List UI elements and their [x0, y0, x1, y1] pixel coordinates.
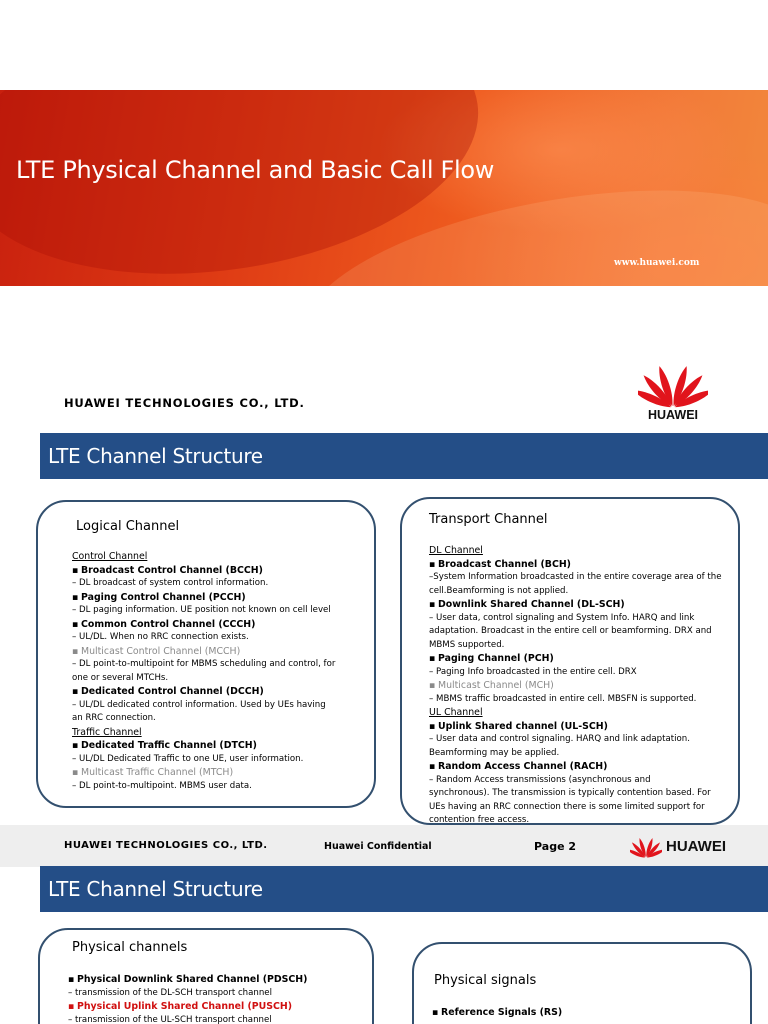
line-text: MBMS supported. — [429, 639, 505, 650]
text-line — [72, 618, 335, 632]
text-line — [429, 612, 722, 626]
line-text: Beamforming may be applied. — [429, 747, 560, 758]
line-text: – User data and control signaling. HARQ and link adaptation. — [429, 734, 690, 744]
line-text: –System Information broadcasted in the entire coverage area of the — [429, 572, 722, 582]
text-line — [429, 598, 722, 612]
line-text: Multicast Control Channel (MCCH) — [81, 645, 241, 657]
line-text: Control Channel — [72, 551, 148, 562]
line-text: Broadcast Control Channel (BCCH) — [81, 564, 263, 576]
text-line — [72, 739, 335, 753]
line-text: – MBMS traffic broadcasted in entire cell. MBSFN is supported. — [429, 693, 697, 704]
text-line — [429, 639, 722, 653]
line-text: – User data, control signaling and System Info. HARQ and link — [429, 612, 695, 623]
text-line — [429, 814, 722, 825]
line-text: Paging Control Channel (PCCH) — [81, 591, 246, 603]
text-line — [72, 672, 335, 686]
company-name: HUAWEI TECHNOLOGIES CO., LTD. — [64, 396, 305, 410]
line-text: Traffic Channel — [72, 726, 142, 738]
line-list — [72, 550, 335, 793]
text-line — [429, 801, 722, 815]
text-line — [68, 1000, 307, 1014]
text-line — [429, 571, 722, 585]
line-text: – UL/DL. When no RRC connection exists. — [72, 632, 249, 642]
text-line — [429, 666, 722, 680]
line-list — [432, 1006, 562, 1020]
text-line — [72, 766, 335, 780]
text-line — [72, 699, 335, 713]
text-line — [72, 726, 335, 740]
line-text: – transmission of the DL-SCH transport channel — [68, 987, 272, 998]
text-line — [72, 712, 335, 726]
text-line — [72, 591, 335, 605]
text-line — [429, 625, 722, 639]
huawei-petal-icon — [630, 836, 662, 858]
text-line — [72, 550, 335, 564]
text-line — [72, 780, 335, 794]
text-line — [429, 585, 722, 599]
page-number: Page 2 — [534, 840, 577, 853]
box-title: Transport Channel — [429, 512, 548, 527]
text-line — [68, 973, 307, 987]
bullet-icon: ▪ — [429, 680, 436, 691]
line-text: – DL point-to-multipoint. MBMS user data. — [72, 780, 252, 791]
line-text: Physical Downlink Shared Channel (PDSCH) — [77, 974, 308, 985]
bullet-icon: ▪ — [429, 761, 436, 772]
box-title: Physical channels — [72, 940, 188, 955]
line-text: Downlink Shared Channel (DL-SCH) — [438, 599, 625, 610]
text-line — [432, 1006, 562, 1020]
line-text: Broadcast Channel (BCH) — [438, 558, 571, 570]
bullet-icon: ▪ — [72, 740, 79, 751]
bullet-icon: ▪ — [432, 1007, 439, 1018]
bullet-icon: ▪ — [429, 653, 436, 664]
line-text: – DL broadcast of system control information. — [72, 578, 269, 588]
text-line — [429, 787, 722, 801]
text-line — [429, 760, 722, 774]
box-title: Physical signals — [434, 973, 537, 988]
text-line — [72, 645, 335, 659]
line-text: UEs having an RRC connection there is some limited support for — [429, 801, 705, 812]
line-text: Paging Channel (PCH) — [438, 653, 554, 664]
text-line — [72, 631, 335, 645]
line-text: – Paging Info broadcasted in the entire cell. DRX — [429, 666, 637, 677]
footer-confidential: Huawei Confidential — [324, 841, 432, 852]
line-text: Random Access Channel (RACH) — [438, 761, 608, 772]
text-line — [72, 564, 335, 578]
bullet-icon: ▪ — [68, 1001, 75, 1012]
bullet-icon: ▪ — [72, 645, 79, 657]
logo-wordmark: HUAWEI — [648, 408, 698, 422]
line-text: an RRC connection. — [72, 713, 156, 723]
physical-channels-box — [38, 928, 374, 1024]
line-text: – Random Access transmissions (asynchronous and — [429, 774, 651, 785]
text-line — [68, 987, 307, 1001]
line-text: one or several MTCHs. — [72, 672, 169, 683]
bullet-icon: ▪ — [72, 767, 79, 778]
line-text: Dedicated Traffic Channel (DTCH) — [81, 740, 257, 751]
logical-channel-box — [36, 500, 376, 808]
logo-wordmark: HUAWEI — [666, 838, 726, 855]
website-link[interactable]: www.huawei.com — [614, 258, 700, 268]
text-line — [72, 753, 335, 767]
line-text: Multicast Channel (MCH) — [438, 680, 554, 691]
bullet-icon: ▪ — [72, 618, 79, 630]
line-text: cell.Beamforming is not applied. — [429, 585, 569, 596]
slide-footer — [0, 825, 768, 867]
line-text: – DL paging information. UE position not known on cell level — [72, 605, 331, 615]
text-line — [72, 658, 335, 672]
line-text: contention free access. — [429, 815, 530, 825]
text-line — [429, 774, 722, 788]
text-line — [429, 693, 722, 707]
line-list — [429, 544, 722, 825]
line-text: – UL/DL Dedicated Traffic to one UE, user information. — [72, 753, 304, 764]
text-line — [429, 706, 722, 720]
huawei-petal-icon — [638, 362, 708, 408]
slide-header: LTE Channel Structure — [40, 433, 768, 479]
line-text: Reference Signals (RS) — [441, 1007, 563, 1018]
line-text: UL Channel — [429, 707, 483, 718]
text-line — [429, 733, 722, 747]
text-line — [429, 679, 722, 693]
transport-channel-box — [400, 497, 740, 825]
line-list — [68, 973, 307, 1024]
line-text: – DL point-to-multipoint for MBMS scheduling and control, for — [72, 659, 336, 669]
bullet-icon: ▪ — [68, 974, 75, 985]
footer-company: HUAWEI TECHNOLOGIES CO., LTD. — [64, 840, 268, 851]
slide-header: LTE Channel Structure — [40, 866, 768, 912]
line-text: – transmission of the UL-SCH transport channel — [68, 1014, 272, 1024]
text-line — [72, 685, 335, 699]
line-text: – UL/DL dedicated control information. Used by UEs having — [72, 699, 326, 710]
presentation-title: LTE Physical Channel and Basic Call Flow — [16, 156, 495, 184]
line-text: Common Control Channel (CCCH) — [81, 618, 256, 630]
bullet-icon: ▪ — [429, 558, 436, 570]
line-text: DL Channel — [429, 545, 483, 556]
text-line — [429, 558, 722, 572]
line-text: Physical Uplink Shared Channel (PUSCH) — [77, 1001, 293, 1012]
text-line — [72, 604, 335, 618]
line-text: Multicast Traffic Channel (MTCH) — [81, 767, 234, 778]
bullet-icon: ▪ — [72, 686, 79, 697]
line-text: synchronous). The transmission is typically contention based. For — [429, 788, 711, 798]
huawei-logo — [638, 362, 708, 424]
text-line — [429, 652, 722, 666]
bullet-icon: ▪ — [429, 599, 436, 610]
line-text: adaptation. Broadcast in the entire cell or beamforming. DRX and — [429, 626, 712, 636]
line-text: Dedicated Control Channel (DCCH) — [81, 686, 264, 697]
bullet-icon: ▪ — [72, 564, 79, 576]
text-line — [68, 1014, 307, 1024]
bullet-icon: ▪ — [72, 591, 79, 603]
text-line — [429, 720, 722, 734]
text-line — [429, 747, 722, 761]
title-banner — [0, 90, 768, 286]
huawei-logo-small — [630, 836, 740, 858]
box-title: Logical Channel — [76, 519, 180, 534]
physical-signals-box — [412, 942, 752, 1024]
text-line — [429, 544, 722, 558]
text-line — [72, 577, 335, 591]
line-text: Uplink Shared channel (UL-SCH) — [438, 720, 608, 732]
bullet-icon: ▪ — [429, 720, 436, 732]
